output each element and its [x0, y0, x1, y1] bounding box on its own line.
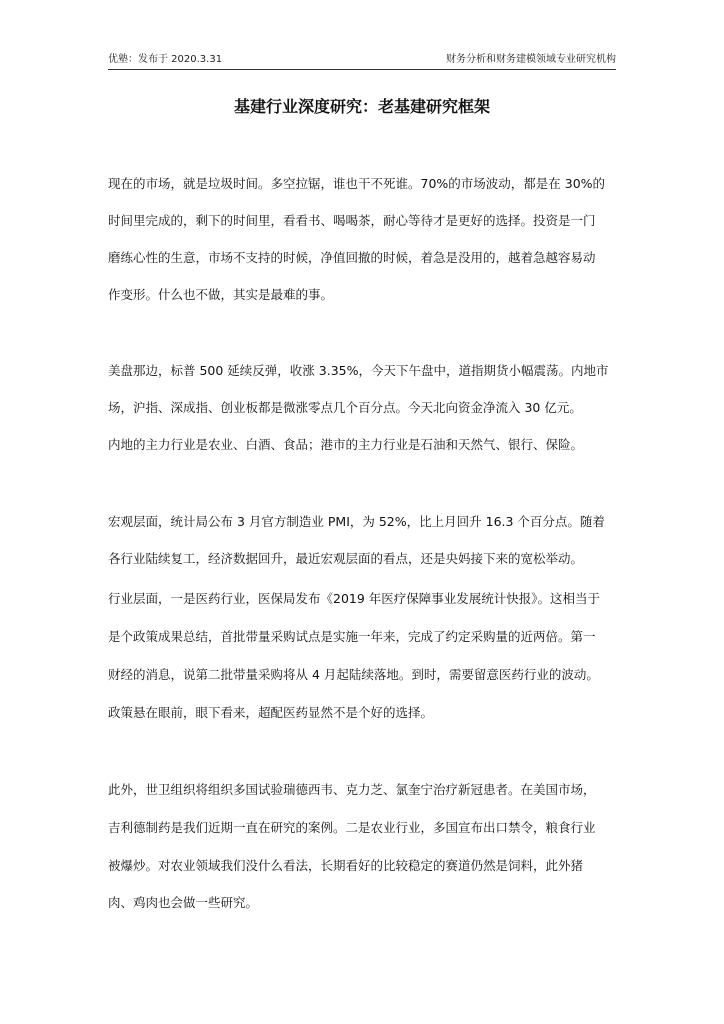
header-org-tagline: 财务分析和财务建模领域专业研究机构 — [446, 54, 616, 65]
paragraph-line: 各行业陆续复工，经济数据回升，最近宏观层面的看点，还是央妈接下来的宽松举动。 — [108, 551, 584, 566]
document-title: 基建行业深度研究：老基建研究框架 — [233, 97, 490, 116]
page-header — [108, 52, 616, 68]
paragraph-line: 政策悬在眼前，眼下看来，超配医药显然不是个好的选择。 — [108, 705, 434, 720]
paragraph-line: 被爆炒。对农业领域我们没什么看法，长期看好的比较稳定的赛道仍然是饲料，此外猪 — [108, 858, 584, 873]
header-publish-info: 优塾：发布于 2020.3.31 — [108, 54, 223, 65]
paragraph-line: 行业层面，一是医药行业，医保局发布《2019 年医疗保障事业发展统计快报》。这相当于 — [108, 591, 601, 606]
paragraph-line: 时间里完成的，剩下的时间里，看看书、喝喝茶，耐心等待才是更好的选择。投资是一门 — [108, 213, 596, 228]
paragraph-line: 磨练心性的生意，市场不支持的时候，净值回撤的时候，着急是没用的，越着急越容易动 — [108, 250, 596, 265]
paragraph-line: 场，沪指、深成指、创业板都是微涨零点几个百分点。今天北向资金净流入 30 亿元。 — [108, 400, 582, 415]
paragraph-line: 内地的主力行业是农业、白酒、食品；港市的主力行业是石油和天然气、银行、保险。 — [108, 437, 584, 452]
paragraph-line: 美盘那边，标普 500 延续反弹，收涨 3.35%，今天下午盘中，道指期货小幅震荡。内地市 — [108, 363, 609, 378]
paragraph-line: 作变形。什么也不做，其实是最难的事。 — [108, 287, 334, 302]
paragraph-line: 财经的消息，说第二批带量采购将从 4 月起陆续落地。到时，需要留意医药行业的波动。 — [108, 667, 599, 682]
paragraph-line: 此外，世卫组织将组织多国试验瑞德西韦、克力芝、氯奎宁治疗新冠患者。在美国市场， — [108, 782, 596, 797]
paragraph-line: 现在的市场，就是垃圾时间。多空拉锯，谁也干不死谁。70%的市场波动，都是在 30%的 — [108, 176, 606, 191]
header-divider — [108, 69, 616, 70]
paragraph-line: 吉利德制药是我们近期一直在研究的案例。二是农业行业，多国宣布出口禁令，粮食行业 — [108, 820, 596, 835]
paragraph-line: 肉、鸡肉也会做一些研究。 — [108, 895, 259, 910]
paragraph-line: 宏观层面，统计局公布 3 月官方制造业 PMI，为 52%，比上月回升 16.3 个百分点。随着 — [108, 514, 605, 529]
paragraph-line: 是个政策成果总结，首批带量采购试点是实施一年来，完成了约定采购量的近两倍。第一 — [108, 629, 596, 644]
